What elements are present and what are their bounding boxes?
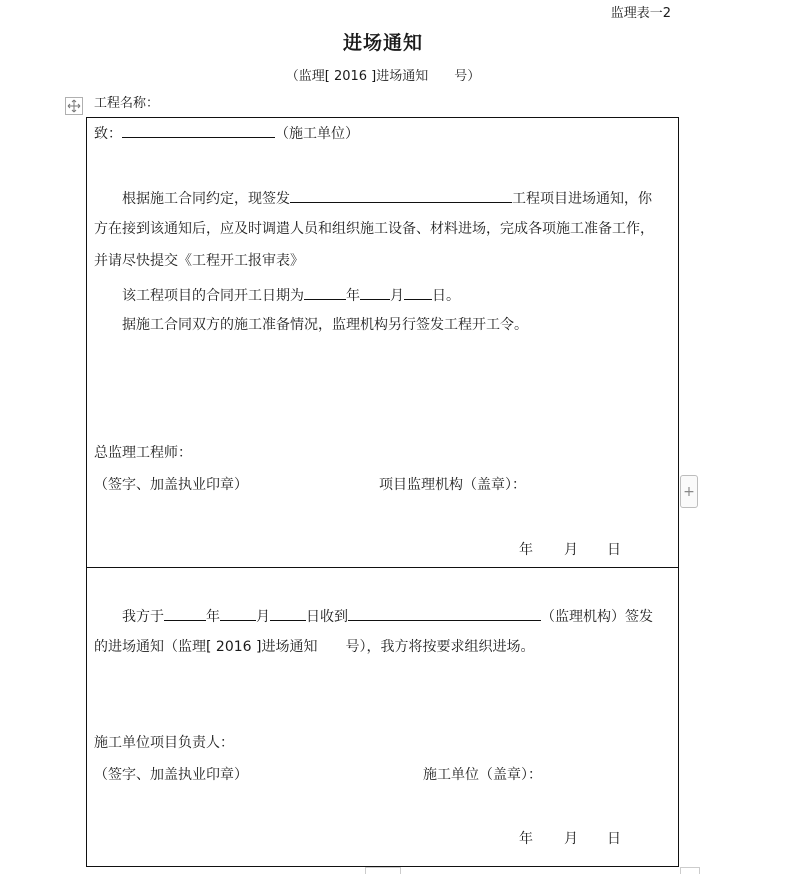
project-blank[interactable] <box>290 187 512 203</box>
year-label: 年 <box>346 288 360 304</box>
para1-line1 <box>122 187 652 209</box>
month-label: 月 <box>256 609 270 625</box>
plus-icon[interactable]: + <box>680 475 698 508</box>
recipient-line <box>94 122 359 144</box>
start-day-blank[interactable] <box>404 284 432 300</box>
date-month: 月 <box>564 831 578 847</box>
receipt-day-blank[interactable] <box>270 605 306 621</box>
supervision-org-blank[interactable] <box>348 605 541 621</box>
form-number: 监理表一2 <box>610 6 671 21</box>
month-label: 月 <box>390 288 404 304</box>
chief-engineer-label: 总监理工程师： <box>94 445 192 461</box>
signature-note: （签字、加盖执业印章） <box>94 477 248 493</box>
contractor-manager-label: 施工单位项目负责人： <box>94 735 234 751</box>
recipient-blank[interactable] <box>122 122 275 138</box>
recipient-suffix: （施工单位） <box>275 126 359 142</box>
receipt-text-a: 我方于 <box>122 609 164 625</box>
receipt-text-b: 日收到 <box>306 609 348 625</box>
date-year: 年 <box>519 831 533 847</box>
year-label: 年 <box>206 609 220 625</box>
para1-line2: 方在接到该通知后，应及时调遣人员和组织施工设备、材料进场，完成各项施工准备工作， <box>94 221 654 237</box>
supervision-org-label: 项目监理机构（盖章）： <box>379 477 526 493</box>
date-month: 月 <box>564 542 578 558</box>
project-name-label: 工程名称： <box>94 96 160 111</box>
receipt-month-blank[interactable] <box>220 605 256 621</box>
date-day: 日 <box>607 542 621 558</box>
move-arrows-icon[interactable] <box>65 97 83 115</box>
para1-text-a: 根据施工合同约定，现签发 <box>122 191 290 207</box>
receipt-line2: 的进场通知（监理[ 2016 ]进场通知 号），我方将按要求组织进场。 <box>94 639 535 655</box>
receipt-line1 <box>122 605 653 627</box>
row-divider <box>86 567 679 568</box>
document-title: 进场通知 <box>342 32 423 54</box>
day-label: 日。 <box>432 288 460 304</box>
start-date-text: 该工程项目的合同开工日期为 <box>122 288 304 304</box>
para1-text-b: 工程项目进场通知，你 <box>512 191 652 207</box>
recipient-prefix: 致： <box>94 126 122 142</box>
start-year-blank[interactable] <box>304 284 346 300</box>
date-day: 日 <box>607 831 621 847</box>
date-year: 年 <box>519 542 533 558</box>
start-month-blank[interactable] <box>360 284 390 300</box>
signature-note: （签字、加盖执业印章） <box>94 767 248 783</box>
para3: 据施工合同双方的施工准备情况，监理机构另行签发工程开工令。 <box>122 317 528 333</box>
para1-line3: 并请尽快提交《工程开工报审表》 <box>94 253 304 269</box>
start-date-line <box>122 284 460 306</box>
contractor-org-label: 施工单位（盖章）： <box>423 767 542 783</box>
receipt-year-blank[interactable] <box>164 605 206 621</box>
document-subtitle: （监理[ 2016 ]进场通知 号） <box>285 69 481 84</box>
move-arrows-glyph <box>67 99 81 113</box>
receipt-text-c: （监理机构）签发 <box>541 609 653 625</box>
